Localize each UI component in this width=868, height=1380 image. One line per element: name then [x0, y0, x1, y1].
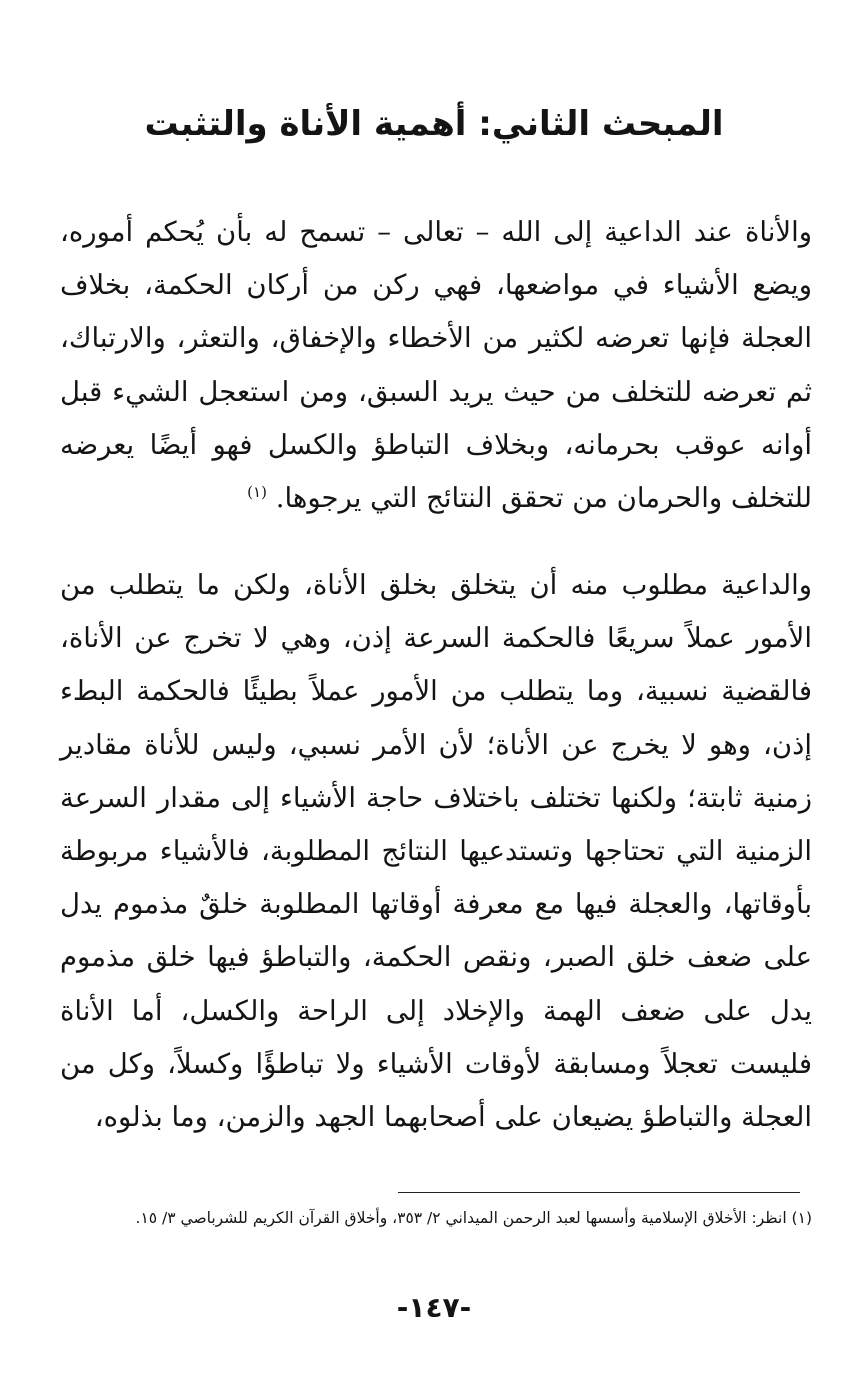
paragraph-2 — [60, 559, 812, 1144]
paragraph-2-text: والداعية مطلوب منه أن يتخلق بخلق الأناة، ولكن ما يتطلب من الأمور عملاً سريعًا فالحكمة السرعة إذن، وهي لا تخرج عن الأناة، فالقضية نسبية، وما يتطلب من الأمور عملاً بطيئًا فالحكمة البطء إذن، وهو لا يخرج عن الأناة؛ لأن الأمر نسبي، وليس للأناة مقادير زمنية ثابتة؛ ولكنها تختلف باختلاف حاجة الأشياء إلى مقدار السرعة الزمنية التي تحتاجها وتستدعيها النتائج المطلوبة، فالأشياء مربوطة بأوقاتها، والعجلة فيها مع معرفة أوقاتها المطلوبة خلقٌ مذموم يدل على ضعف خلق الصبر، ونقص الحكمة، والتباطؤ فيها خلق مذموم يدل على ضعف الهمة والإخلاد إلى الراحة والكسل، أما الأناة فليست تعجلاً ومسابقة لأوقات الأشياء ولا تباطؤًا وكسلاً، وكل من العجلة والتباطؤ يضيعان على أصحابهما الجهد والزمن، وما بذلوه، — [60, 569, 812, 1134]
footnote-divider — [398, 1192, 800, 1193]
paragraph-1-text: والأناة عند الداعية إلى الله – تعالى – تسمح له بأن يُحكم أموره، ويضع الأشياء في مواضعها، فهي ركن من أركان الحكمة، بخلاف العجلة فإنها تعرضه لكثير من الأخطاء والإخفاق، والتعثر، والارتباك، ثم تعرضه للتخلف من حيث يريد السبق، ومن استعجل الشيء قبل أوانه عوقب بحرمانه، وبخلاف التباطؤ والكسل فهو أيضًا يعرضه للتخلف والحرمان من تحقق النتائج التي يرجوها. — [60, 216, 812, 515]
paragraph-1 — [60, 206, 812, 525]
section-title: المبحث الثاني: أهمية الأناة والتثبت — [144, 104, 724, 144]
footnote-reference[interactable]: (١) — [247, 482, 267, 501]
page-number: -١٤٧- — [396, 1291, 472, 1324]
footnote: (١) انظر: الأخلاق الإسلامية وأسسها لعبد الرحمن الميداني ٢/ ٣٥٣، وأخلاق القرآن الكريم للشرباصي ٣/ ١٥. — [135, 1209, 812, 1227]
